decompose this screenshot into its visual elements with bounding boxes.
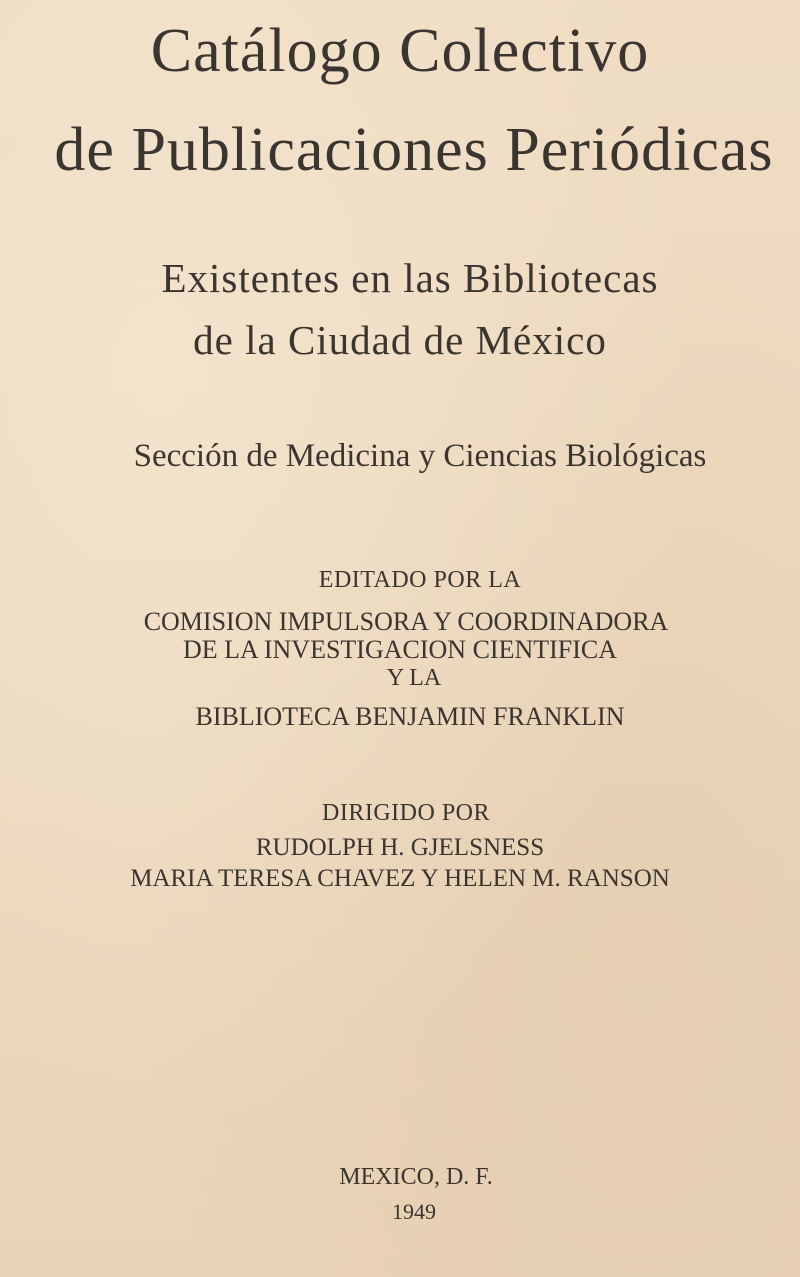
editors-intro: DIRIGIDO POR [322, 800, 490, 826]
subtitle-line-2: de la Ciudad de México [193, 317, 607, 363]
publisher-line-3: BIBLIOTECA BENJAMIN FRANKLIN [195, 702, 625, 731]
publisher-intro: EDITADO POR LA [318, 567, 522, 593]
publisher-conjunction: Y LA [386, 665, 442, 691]
section-heading: Sección de Medicina y Ciencias Biológicas [133, 438, 707, 474]
imprint-place: MEXICO, D. F. [339, 1164, 493, 1190]
subtitle-line-1: Existentes en las Bibliotecas [161, 255, 659, 301]
imprint-year: 1949 [392, 1199, 436, 1224]
title-line-1: Catálogo Colectivo [150, 17, 650, 85]
title-line-2: de Publicaciones Periódicas [54, 116, 774, 184]
editor-line-1: RUDOLPH H. GJELSNESS [255, 834, 545, 861]
publisher-line-2: DE LA INVESTIGACION CIENTIFICA [182, 635, 617, 664]
editor-line-2: MARIA TERESA CHAVEZ Y HELEN M. RANSON [130, 865, 670, 892]
publisher-line-1: COMISION IMPULSORA Y COORDINADORA [143, 607, 669, 636]
